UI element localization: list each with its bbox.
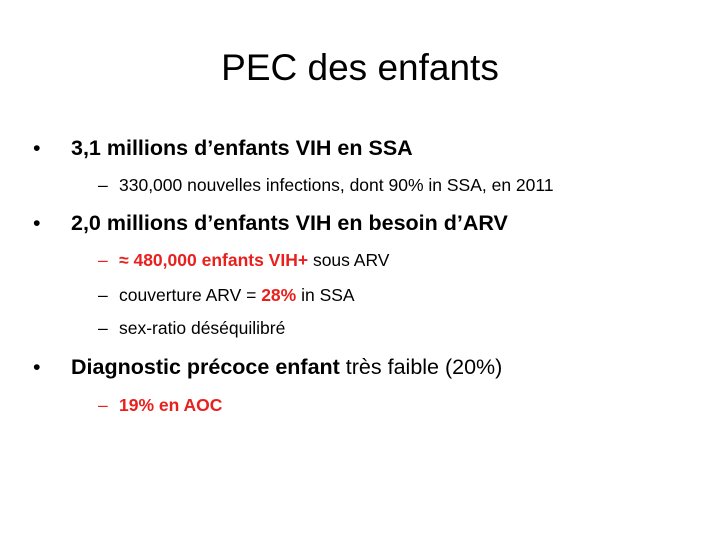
dash-icon: –: [98, 395, 108, 415]
bullet-item-1-text: 3,1 millions d’enfants VIH en SSA: [71, 136, 413, 160]
sub-item-2-3-text: sex-ratio déséquilibré: [119, 318, 286, 338]
bullet-item-2-text: 2,0 millions d’enfants VIH en besoin d’ARV: [71, 211, 508, 235]
sub-item-2-1-highlight: ≈ 480,000 enfants VIH+: [119, 250, 309, 270]
dash-icon: –: [98, 318, 108, 338]
slide-title: PEC des enfants: [221, 47, 499, 88]
sub-item-2-2: [98, 283, 355, 307]
sub-item-2-2-text-after: in SSA: [296, 285, 355, 305]
bullet-icon: •: [33, 211, 41, 235]
sub-item-2-1: [98, 248, 389, 272]
bullet-item-2: [33, 209, 508, 237]
bullet-icon: •: [33, 355, 41, 379]
dash-icon: –: [98, 285, 108, 305]
sub-item-1-1-text: 330,000 nouvelles infections, dont 90% in SSA, en 2011: [119, 175, 554, 195]
sub-item-3-1: [98, 393, 222, 417]
sub-item-3-1-highlight: 19% en AOC: [119, 395, 223, 415]
sub-item-1-1: [98, 173, 554, 197]
bullet-item-3-text-rest: très faible (20%): [339, 355, 503, 379]
bullet-item-3: [33, 353, 502, 381]
sub-item-2-2-text-before: couverture ARV =: [119, 285, 262, 305]
sub-item-2-1-text: sous ARV: [308, 250, 390, 270]
sub-item-2-3: [98, 316, 285, 340]
bullet-item-3-text-bold: Diagnostic précoce enfant: [71, 355, 340, 379]
bullet-icon: •: [33, 136, 41, 160]
dash-icon: –: [98, 250, 108, 270]
dash-icon: –: [98, 175, 108, 195]
bullet-item-1: [33, 134, 413, 162]
sub-item-2-2-highlight: 28%: [261, 285, 297, 305]
